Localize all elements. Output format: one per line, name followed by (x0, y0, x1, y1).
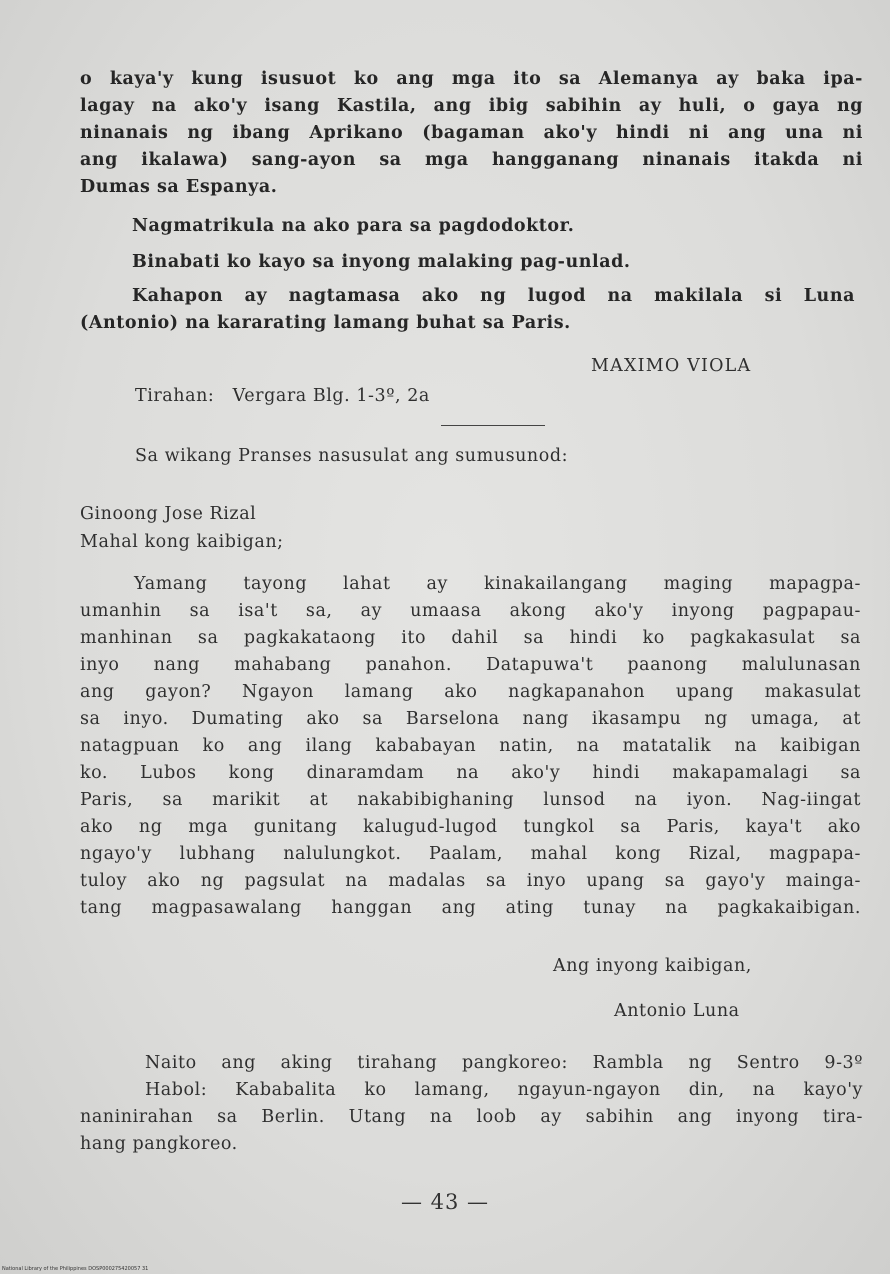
signature-luna: Antonio Luna (614, 1001, 740, 1021)
text-line: lagay na ako'y isang Kastila, ang ibig sabihin ay huli, o gaya ng (80, 96, 863, 116)
text-line: umanhin sa isa't sa, ay umaasa akong ako'y inyong pagpapau- (80, 601, 861, 621)
text-line: natagpuan ko ang ilang kababayan natin, na matatalik na kaibigan (80, 736, 861, 756)
text-line: sa inyo. Dumating ako sa Barselona nang ikasampu ng umaga, at (80, 709, 861, 729)
closing-line: Ang inyong kaibigan, (553, 956, 752, 976)
text-line: Dumas sa Espanya. (80, 177, 278, 197)
text-line: ngayo'y lubhang nalulungkot. Paalam, mahal kong Rizal, magpapa- (80, 844, 861, 864)
text-line: ninanais ng ibang Aprikano (bagaman ako'y hindi ni ang una ni (80, 123, 863, 143)
text-line: tang magpasawalang hanggan ang ating tunay na pagkakaibigan. (80, 898, 861, 918)
text-line: ko. Lubos kong dinaramdam na ako'y hindi makapamalagi sa (80, 763, 861, 783)
text-line: o kaya'y kung isusuot ko ang mga ito sa Alemanya ay baka ipa- (80, 69, 863, 89)
text-line: tuloy ako ng pagsulat na madalas sa inyo upang sa gayo'y mainga- (80, 871, 861, 891)
paragraph-congratulations: Binabati ko kayo sa inyong malaking pag-unlad. (132, 252, 631, 272)
postscript-line: Habol: Kababalita ko lamang, ngayun-ngayon din, na kayo'y (145, 1080, 863, 1100)
text-line: ang gayon? Ngayon lamang ako nagkapanahon upang makasulat (80, 682, 861, 702)
postscript-line: hang pangkoreo. (80, 1134, 238, 1154)
text-line: ako ng mga gunitang kalugud-lugod tungkol sa Paris, kaya't ako (80, 817, 861, 837)
page-number: — 43 — (400, 1190, 490, 1214)
archive-footer: National Library of the Philippines DOSP000275420057 31 (2, 1266, 149, 1272)
text-line: Yamang tayong lahat ay kinakailangang maging mapagpa- (134, 574, 861, 594)
translation-note: Sa wikang Pranses nasusulat ang sumusunod: (135, 446, 569, 466)
salutation-greeting: Mahal kong kaibigan; (80, 532, 284, 552)
postscript-line: naninirahan sa Berlin. Utang na loob ay sabihin ang inyong tira- (80, 1107, 863, 1127)
text-line: manhinan sa pagkakataong ito dahil sa hindi ko pagkakasulat sa (80, 628, 861, 648)
salutation-name: Ginoong Jose Rizal (80, 504, 257, 524)
luna-address: Naito ang aking tirahang pangkoreo: Rambla ng Sentro 9-3º (145, 1053, 863, 1073)
paragraph-matriculation: Nagmatrikula na ako para sa pagdodoktor. (132, 216, 575, 236)
text-line: Paris, sa marikit at nakabibighaning lunsod na iyon. Nag-iingat (80, 790, 861, 810)
address-viola: Tirahan: Vergara Blg. 1-3º, 2a (135, 386, 430, 406)
text-line: inyo nang mahabang panahon. Datapuwa't paanong malulunasan (80, 655, 861, 675)
section-divider (441, 425, 545, 426)
text-line: (Antonio) na kararating lamang buhat sa Paris. (80, 313, 571, 333)
signature-viola: MAXIMO VIOLA (591, 356, 752, 376)
text-line: Kahapon ay nagtamasa ako ng lugod na makilala si Luna (132, 286, 855, 306)
text-line: ang ikalawa) sang-ayon sa mga hangganang ninanais itakda ni (80, 150, 863, 170)
